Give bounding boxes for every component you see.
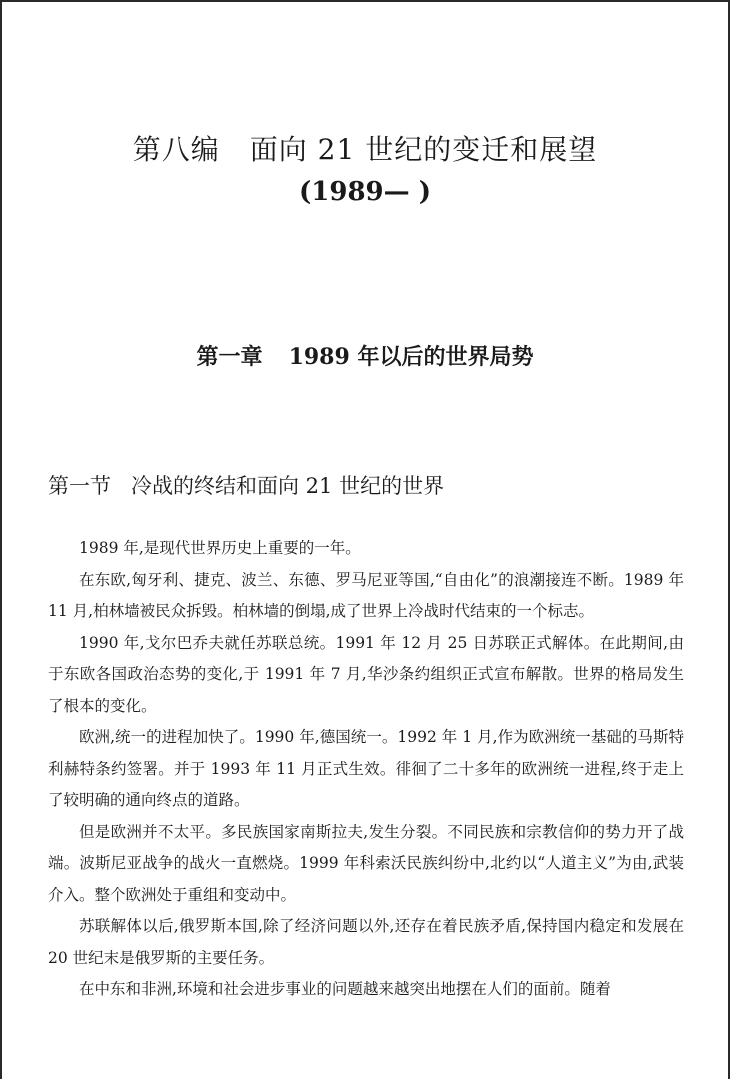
scan-top-edge (0, 0, 730, 2)
paragraph: 但是欧洲并不太平。多民族国家南斯拉夫,发生分裂。不同民族和宗教信仰的势力开了战端。波斯尼亚战争的战火一直燃烧。1999 年科索沃民族纠纷中,北约以“人道主义”为由,武装介入。整个欧洲处于重组和变动中。 (48, 822, 685, 904)
part-dates: (1989— ) (298, 177, 432, 207)
paragraph: 苏联解体以后,俄罗斯本国,除了经济问题以外,还存在着民族矛盾,保持国内稳定和发展在 20 世纪末是俄罗斯的主要任务。 (48, 917, 684, 967)
section-title (48, 470, 444, 502)
paragraph: 1989 年,是现代世界历史上重要的一年。 (79, 539, 361, 557)
paragraph: 欧洲,统一的进程加快了。1990 年,德国统一。1992 年 1 月,作为欧洲统一基础的马斯特利赫特条约签署。并于 1993 年 11 月正式生效。徘徊了二十多年的欧洲统一进程,终于走上了较明确的通向终点的道路。 (48, 728, 684, 809)
part-title-text: 面向 21 世纪的变迁和展望 (249, 133, 598, 166)
section-title-text: 冷战的终结和面向 21 世纪的世界 (131, 474, 445, 498)
part-title (0, 130, 730, 170)
paragraph: 在东欧,匈牙利、捷克、波兰、东德、罗马尼亚等国,“自由化”的浪潮接连不断。1989 年 11 月,柏林墙被民众拆毁。柏林墙的倒塌,成了世界上冷战时代结束的一个标志。 (48, 570, 684, 620)
chapter-title-text: 1989 年以后的世界局势 (288, 344, 534, 370)
chapter-title (0, 340, 730, 374)
chapter-number: 第一章 (196, 344, 263, 370)
section-number: 第一节 (48, 474, 111, 498)
body-text (48, 533, 684, 1006)
paragraph: 1990 年,戈尔巴乔夫就任苏联总统。1991 年 12 月 25 日苏联正式解体。在此期间,由于东欧各国政治态势的变化,于 1991 年 7 月,华沙条约组织正式宣布解散。世界的格局发生了根本的变化。 (48, 633, 684, 715)
part-number: 第八编 (132, 133, 220, 166)
paragraph: 在中东和非洲,环境和社会进步事业的问题越来越突出地摆在人们的面前。随着 (79, 980, 611, 998)
